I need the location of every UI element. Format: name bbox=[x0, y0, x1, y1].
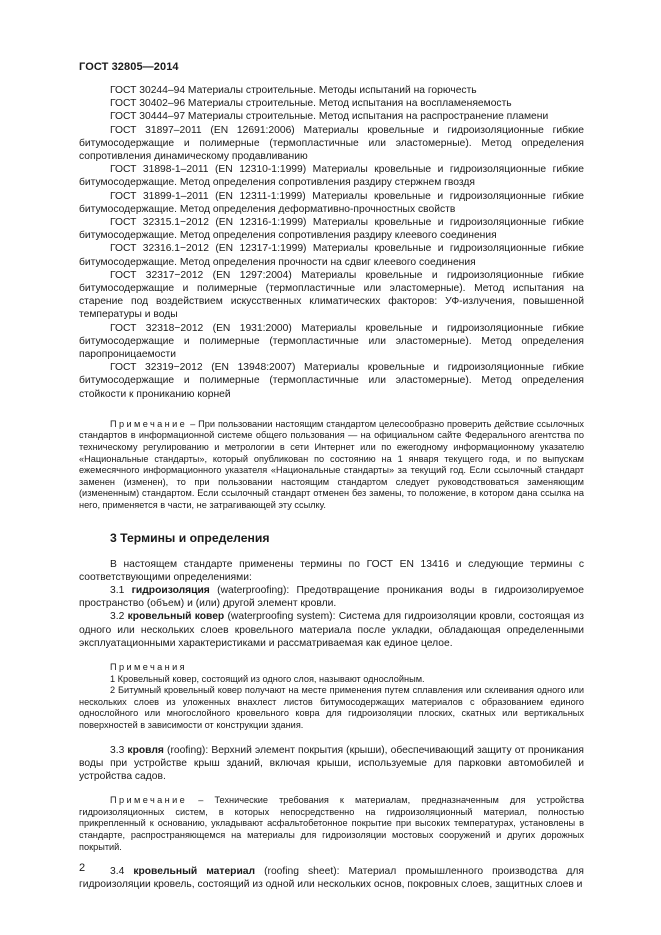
term-definition: (waterproofing system): Система для гидроизоляции кровли, состоящая из одного или нескольких слоев кровельного материала после укладки, обладающая определенными эксплуатационными характеристиками и рассматриваемая как единое целое. bbox=[79, 611, 584, 649]
reference-item: ГОСТ 31898-1–2011 (EN 12310-1:1999) Материалы кровельные и гидроизоляционные гибкие битумосодержащие. Метод определения сопротивления раздиру стержнем гвоздя bbox=[79, 164, 584, 189]
note-text: – Технические требования к материалам, предназначенным для устройства гидроизоляционных систем, в которых непосредственно на гидроизоляционный материал, полностью прикрепленный к основанию, укладывают асфальтобетонное покрытие при высоких температурах, установлены в стандарте, распространяющемся на материалы для гидроизоляции мостовых сооружений и других дорожных покрытий. bbox=[79, 795, 584, 852]
term-name: кровля bbox=[127, 744, 164, 756]
reference-item: ГОСТ 32316.1−2012 (EN 12317-1:1999) Материалы кровельные и гидроизоляционные гибкие битумосодержащие. Метод определения прочности на сдвиг клеевого соединения bbox=[79, 243, 584, 268]
term-number: 3.2 bbox=[110, 611, 128, 623]
term-note bbox=[79, 795, 584, 853]
term-definition-3-1 bbox=[79, 584, 584, 610]
term-name: кровельный ковер bbox=[127, 611, 225, 623]
term-definition-3-3 bbox=[79, 744, 584, 784]
note-label: Примечание bbox=[110, 795, 188, 806]
term-definition: (waterproofing): Предотвращение проникания воды в гидроизолируемое пространство (объем) и (или) другой элемент кровли. bbox=[79, 585, 584, 610]
reference-item: ГОСТ 31899-1–2011 (EN 12311-1:1999) Материалы кровельные и гидроизоляционные гибкие битумосодержащие. Метод определения деформативно-прочностных свойств bbox=[79, 190, 584, 215]
page-number: 2 bbox=[79, 862, 86, 874]
reference-item: ГОСТ 31897–2011 (EN 12691:2006) Материалы кровельные и гидроизоляционные гибкие битумосодержащие и полимерные (термопластичные или эластомерные). Метод определения сопротивления динамическому продавливанию bbox=[79, 124, 584, 163]
note-text: – При пользовании настоящим стандартом целесообразно проверить действие ссылочных стандартов в информационной системе общего пользования — на официальном сайте Федерального агентства по техническому регулированию и метрологии в сети Интернет или по ежегодному информационному указателю «Национальные стандарты», который опубликован по состоянию на 1 января текущего года, и по выпускам ежемесячного информационного указателя «Национальные стандарты» за текущий год. Если ссылочный стандарт заменен (изменен), то при пользовании настоящим стандартом следует руководствоваться заменяющим (измененным) стандартом. Если ссылочный стандарт отменен без замены, то положение, в котором дана ссылка на него, применяется в части, не затрагивающей эту ссылку. bbox=[79, 418, 584, 511]
reference-item: ГОСТ 30244–94 Материалы строительные. Методы испытаний на горючесть bbox=[110, 85, 477, 96]
reference-item: ГОСТ 32315.1−2012 (EN 12316-1:1999) Материалы кровельные и гидроизоляционные гибкие битумосодержащие. Метод определения сопротивления раздиру клеевого соединения bbox=[79, 217, 584, 242]
term-name: гидроизоляция bbox=[131, 585, 210, 597]
section-intro: В настоящем стандарте применены термины по ГОСТ EN 13416 и следующие термины с соответствующими определениями: bbox=[79, 558, 584, 583]
section-title: 3 Термины и определения bbox=[110, 530, 270, 545]
note-item: 2 Битумный кровельный ковер получают на месте применения путем сплавления или склеивания одного или нескольких слоев из уложенных внахлест листов битумосодержащих материалов с образованием единого однослойного или многослойного кровельного ковра для гидроизоляции плоских, скатных или вертикальных поверхностей в зависимости от конструкции здания. bbox=[79, 685, 584, 731]
term-definition: (roofing): Верхний элемент покрытия (крыши), обеспечивающий защиту от проникания воды при устройстве крыш зданий, включая крыши, используемые для парковки автомобилей и устройства садов. bbox=[79, 744, 584, 783]
reference-item: ГОСТ 32319−2012 (EN 13948:2007) Материалы кровельные и гидроизоляционные гибкие битумосодержащие и полимерные (термопластичные или эластомерные). Метод определения стойкости к прониканию корней bbox=[79, 362, 584, 400]
reference-item: ГОСТ 30402–96 Материалы строительные. Метод испытания на воспламеняемость bbox=[110, 98, 512, 110]
term-name: кровельный материал bbox=[133, 866, 256, 878]
term-definition-3-4 bbox=[79, 865, 584, 891]
note-item: 1 Кровельный ковер, состоящий из одного слоя, называют однослойным. bbox=[110, 673, 425, 684]
reference-item: ГОСТ 32317−2012 (EN 1297:2004) Материалы кровельные и гидроизоляционные гибкие битумосодержащие и полимерные (термопластичные или эластомерные). Метод испытания на старение под воздействием искусственных климатических факторов: УФ-излучения, повышенной температуры и воды bbox=[79, 269, 584, 321]
reference-item: ГОСТ 32318−2012 (EN 1931:2000) Материалы кровельные и гидроизоляционные гибкие битумосодержащие и полимерные (термопластичные или эластомерные). Метод определения паропроницаемости bbox=[79, 322, 584, 361]
note-label: Примечание bbox=[110, 418, 188, 429]
term-number: 3.3 bbox=[110, 744, 128, 756]
reference-item: ГОСТ 30444–97 Материалы строительные. Метод испытания на распространение пламени bbox=[110, 111, 549, 123]
term-number: 3.4 bbox=[110, 866, 134, 878]
term-definition: (roofing sheet): Материал промышленного производства для гидроизоляции кровель, состоящий из одной или нескольких основ, покровных слоев, защитных слоев и bbox=[79, 866, 584, 891]
reference-note bbox=[79, 419, 584, 512]
document-body bbox=[79, 84, 584, 892]
term-number: 3.1 bbox=[110, 585, 132, 597]
notes-label: Примечания bbox=[110, 662, 188, 673]
term-definition-3-2 bbox=[79, 610, 584, 650]
document-code-header: ГОСТ 32805—2014 bbox=[79, 61, 179, 73]
